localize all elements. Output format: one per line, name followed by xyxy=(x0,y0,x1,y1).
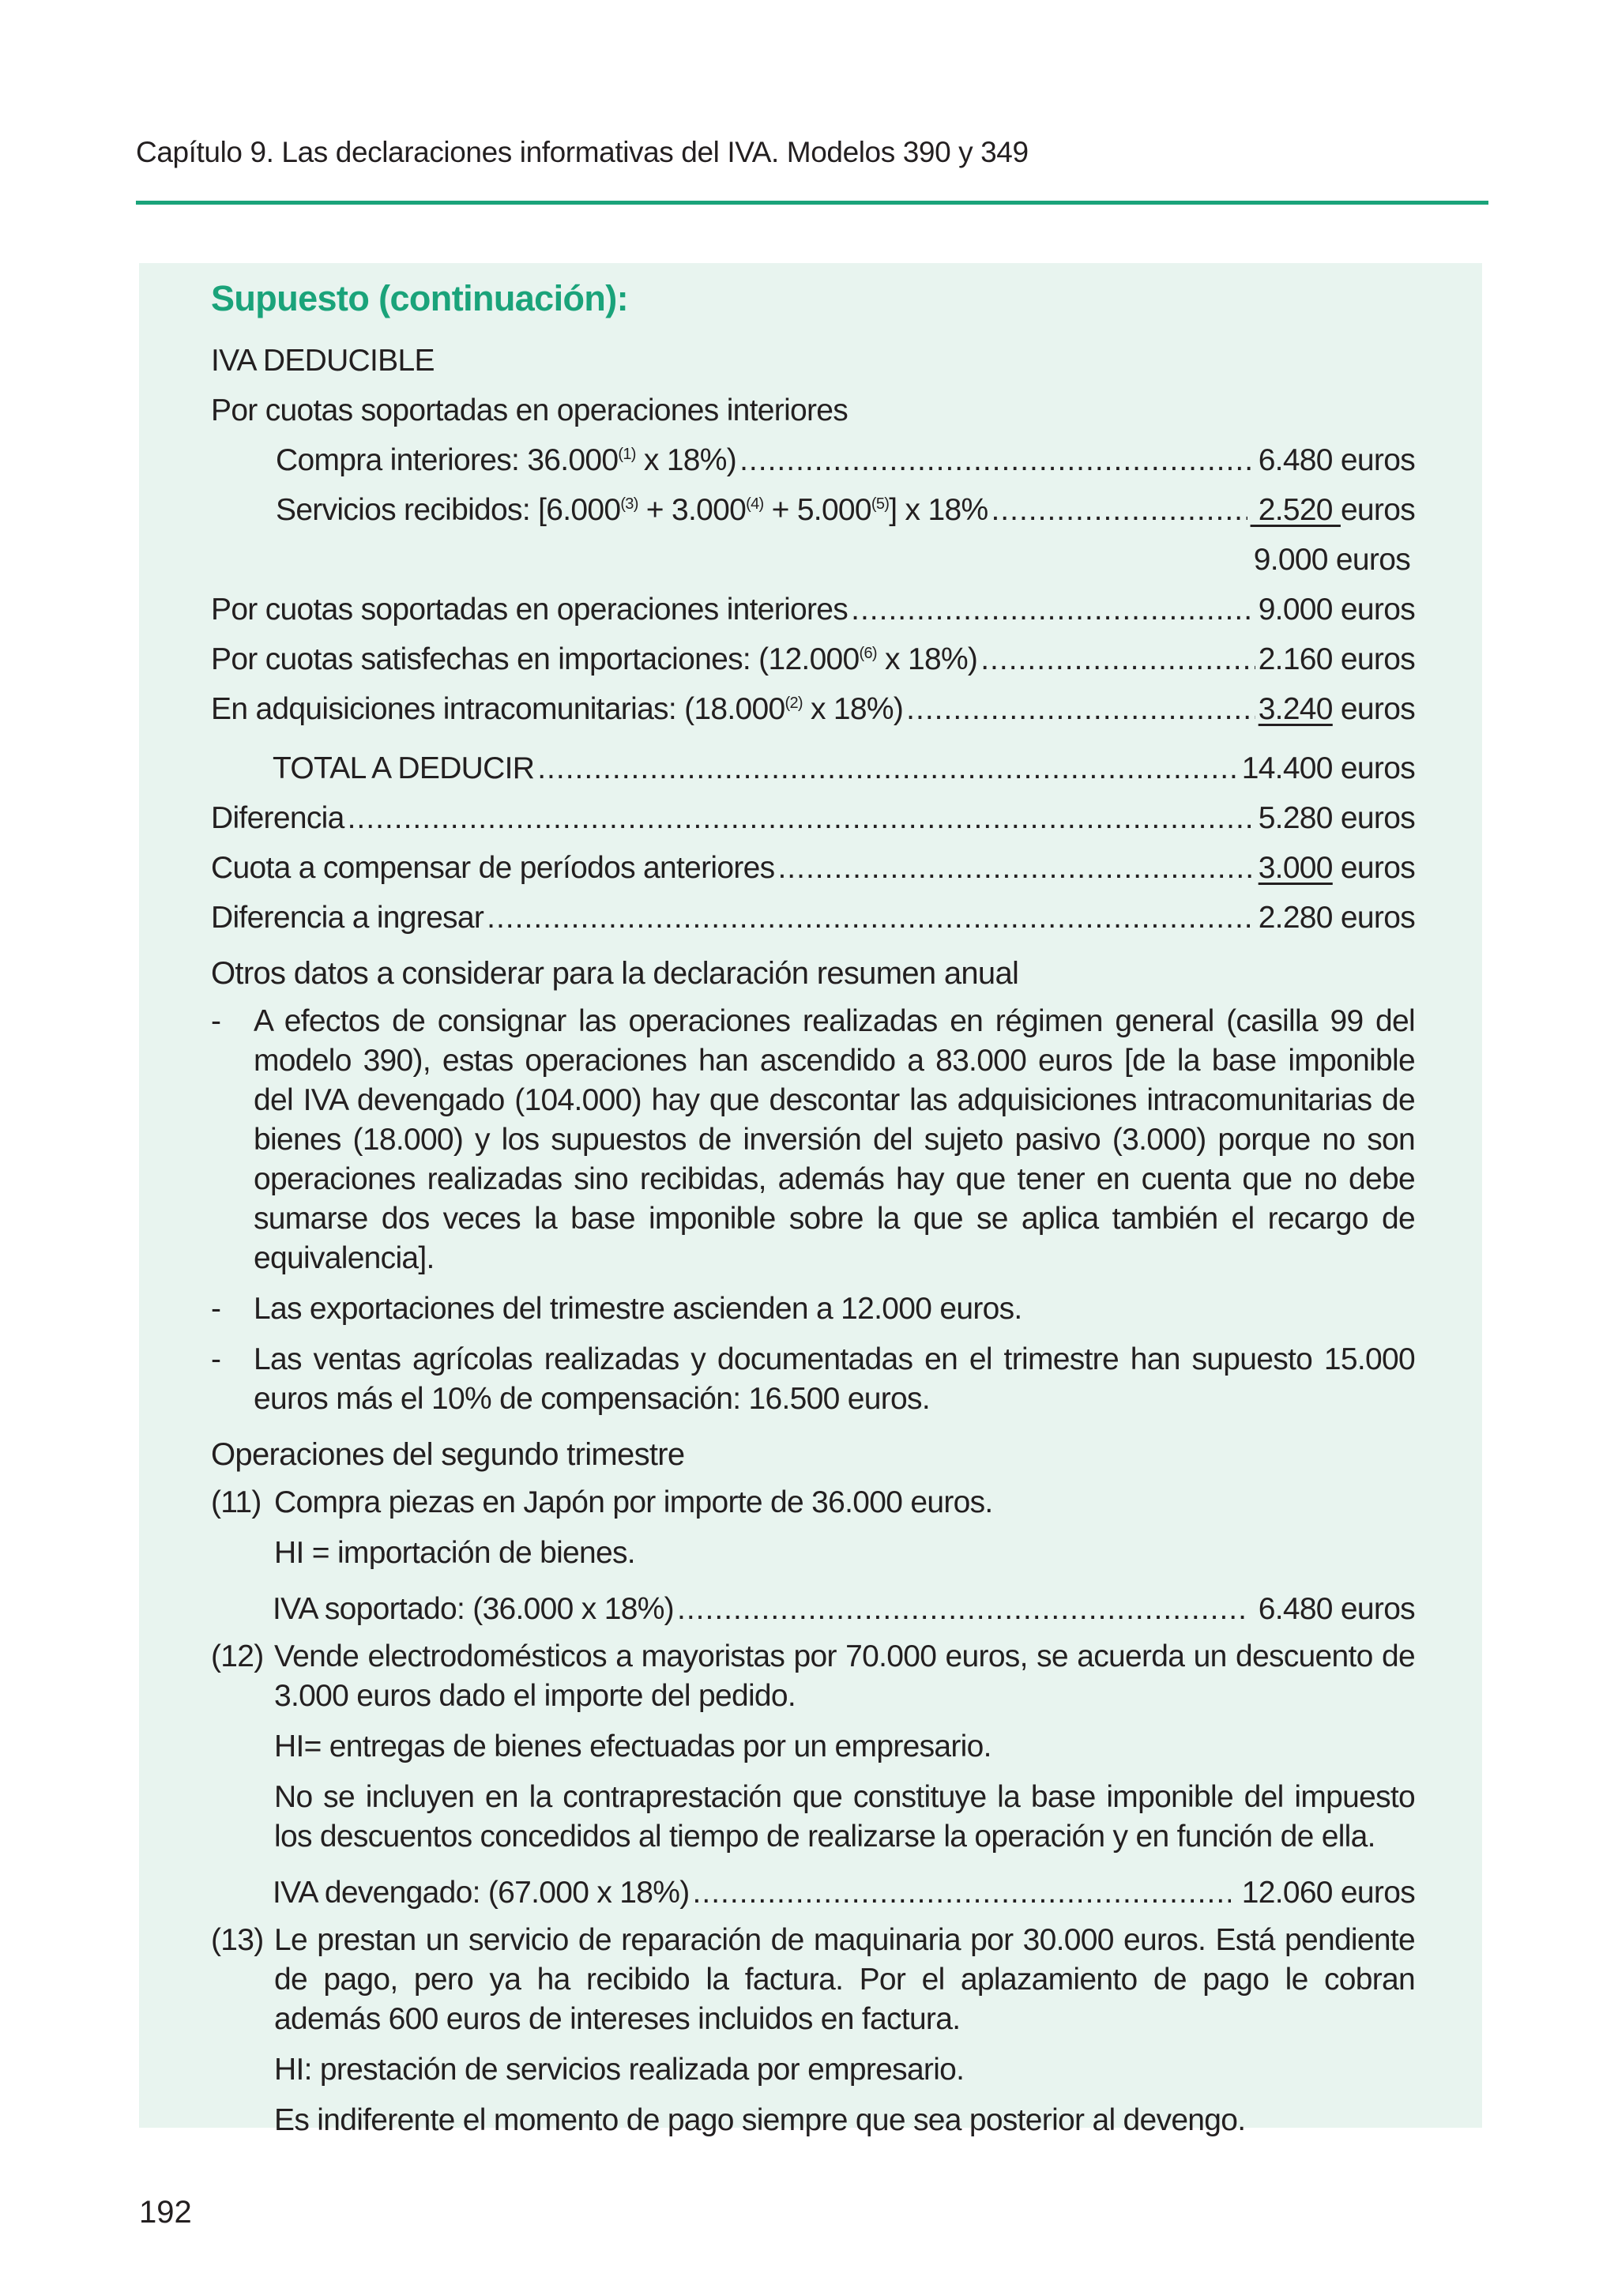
list-item: - Las exportaciones del trimestre ascienden a 12.000 euros. xyxy=(211,1292,1022,1326)
example-content xyxy=(211,263,1415,2151)
row-subtotal: 9.000 euros xyxy=(1253,543,1410,577)
list-item: - Las ventas agrícolas realizadas y documentadas en el trimestre han supuesto 15.000 euros más el 10% de compensación: 16.500 euros. xyxy=(211,1342,1415,1416)
operation-13: (13) Le prestan un servicio de reparación de maquinaria por 30.000 euros. Está pendiente de pago, pero ya ha recibido la factura. Por el aplazamiento de pago le cobran además 600 euros de intereses incluidos en factura. xyxy=(211,1923,1415,2036)
box-title: Supuesto (continuación): xyxy=(211,278,629,318)
op13-hi: HI: prestación de servicios realizada por empresario. xyxy=(274,2053,965,2087)
op13-note: Es indiferente el momento de pago siempre que sea posterior al devengo. xyxy=(274,2103,1246,2137)
op12-hi: HI= entregas de bienes efectuadas por un empresario. xyxy=(274,1730,991,1763)
iva-deducible-heading: IVA DEDUCIBLE xyxy=(211,344,435,378)
row-compensar: Cuota a compensar de períodos anteriores ..... 3.000 euros xyxy=(211,843,1415,893)
op11-hi: HI = importación de bienes. xyxy=(274,1536,635,1570)
segundo-trimestre-heading: Operaciones del segundo trimestre xyxy=(211,1437,685,1472)
row-diferencia: Diferencia ..... 5.280 euros xyxy=(211,793,1415,843)
running-header: Capítulo 9. Las declaraciones informativas del IVA. Modelos 390 y 349 xyxy=(136,136,1029,168)
otros-datos-heading: Otros datos a considerar para la declaración resumen anual xyxy=(211,956,1019,991)
page-number: 192 xyxy=(139,2195,192,2230)
row-importaciones: Por cuotas satisfechas en importaciones: (12.000$^{(6)}$ x 18%) ..... 2.160 euros xyxy=(211,634,1415,684)
iva-deducible-sub: Por cuotas soportadas en operaciones interiores xyxy=(211,393,849,427)
op12-iva: IVA devengado: (67.000 x 18%) ..... 12.060 euros xyxy=(211,1868,1415,1918)
operation-12: (12) Vende electrodomésticos a mayoristas por 70.000 euros, se acuerda un descuento de 3.000 euros dado el importe del pedido. xyxy=(211,1639,1415,1713)
row-servicios-recibidos: Servicios recibidos: $[6.000^{(3)} + 3.000^{(4)} + 5.000^{(5)}]$ x 18% ..... 2.520 euros xyxy=(211,485,1415,535)
header-rule xyxy=(136,201,1488,205)
operation-11: (11) Compra piezas en Japón por importe de 36.000 euros. xyxy=(211,1485,993,1519)
row-interiores: Por cuotas soportadas en operaciones interiores ..... 9.000 euros xyxy=(211,585,1415,634)
row-ingresar: Diferencia a ingresar ..... 2.280 euros xyxy=(211,893,1415,943)
list-item: - A efectos de consignar las operaciones realizadas en régimen general (casilla 99 del modelo 390), estas operaciones han ascendido a 83.000 euros [de la base imponible del IVA devengado (104.000) hay que descontar las adquisiciones intracomunitarias de bienes (18.000) y los supuestos de inversión del sujeto pasivo (3.000) porque no son operaciones realizadas sino recibidas, además hay que tener en cuenta que no debe sumarse dos veces la base imponible sobre la que se aplica también el recargo de equivalencia]. xyxy=(211,1004,1415,1275)
row-compra-interiores: Compra interiores: 36.000$^{(1)}$ x 18%) ..... 6.480 euros xyxy=(211,435,1415,485)
op11-iva: IVA soportado: (36.000 x 18%) ..... 6.480 euros xyxy=(211,1584,1415,1634)
op12-note: No se incluyen en la contraprestación que constituye la base imponible del impuesto los descuentos concedidos al tiempo de realizarse la operación y en función de ella. xyxy=(274,1780,1415,1854)
row-intracomunitarias: En adquisiciones intracomunitarias: (18.000$^{(2)}$ x 18%) ..... 3.240 euros xyxy=(211,684,1415,734)
row-total-deducir: TOTAL A DEDUCIR ..... 14.400 euros xyxy=(211,743,1415,793)
